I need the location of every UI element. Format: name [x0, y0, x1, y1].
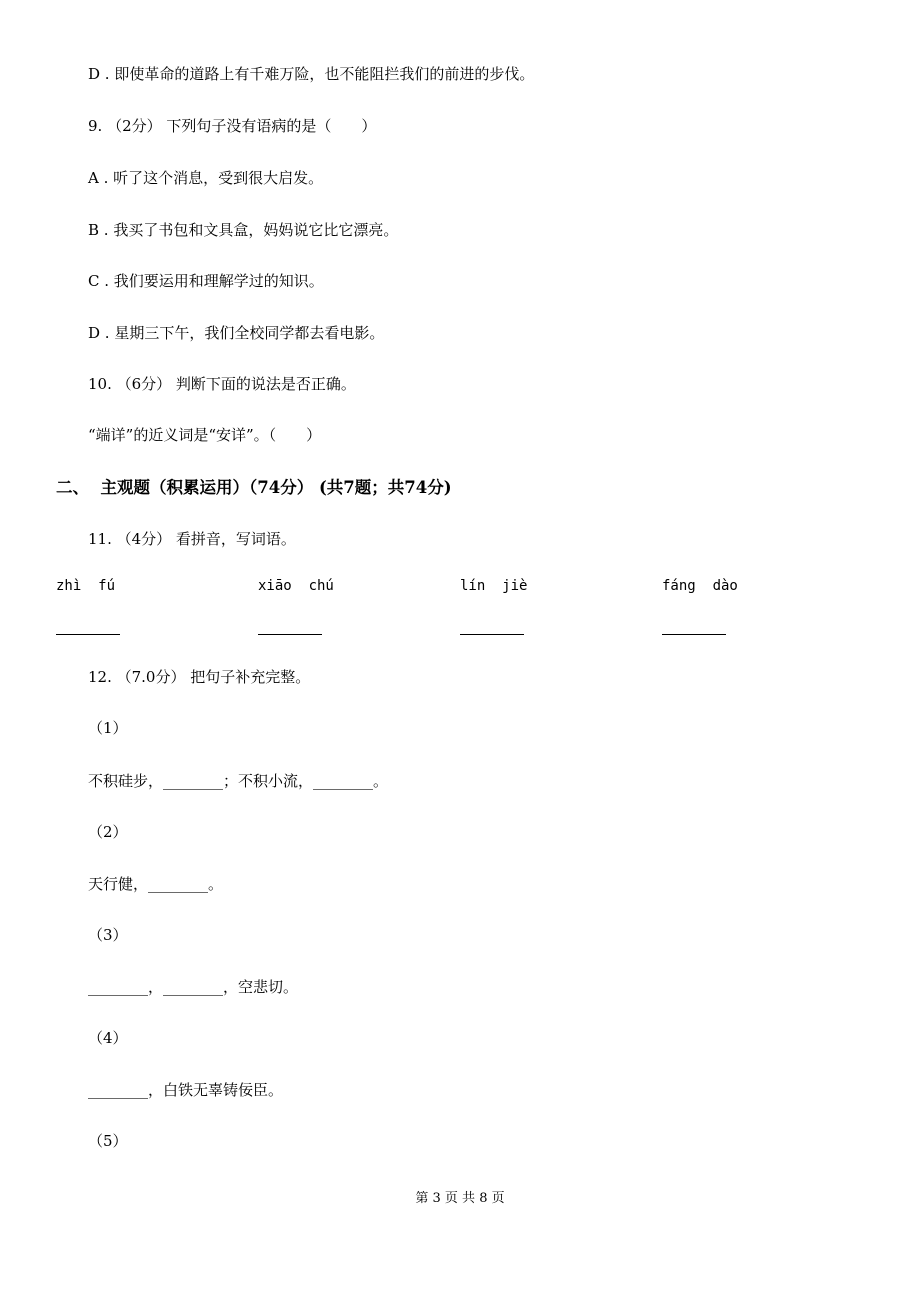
answer-blank-4[interactable] [662, 634, 726, 635]
pinyin-1: zhì fú [56, 578, 116, 594]
answer-blank-2[interactable] [258, 634, 322, 635]
q9-option-b: B . 我买了书包和文具盒，妈妈说它比它漂亮。 [88, 221, 399, 239]
page-footer: 第 3 页 共 8 页 [415, 1191, 505, 1206]
q12-part-text-1: 不积硅步，________；不积小流，________。 [88, 772, 389, 790]
q9-stem: 9. （2分） 下列句子没有语病的是（ ） [88, 117, 377, 135]
q12-stem: 12. （7.0分） 把句子补充完整。 [88, 668, 311, 686]
q9-option-c: C . 我们要运用和理解学过的知识。 [88, 272, 324, 290]
q12-part-text-3: ________，________，空悲切。 [88, 978, 299, 996]
q12-part-text-4: ________，白铁无辜铸佞臣。 [88, 1081, 284, 1099]
q10-stem: 10. （6分） 判断下面的说法是否正确。 [88, 375, 356, 393]
q9-option-a: A . 听了这个消息，受到很大启发。 [88, 169, 324, 187]
pinyin-2: xiāo chú [258, 578, 334, 594]
q10-statement: “端详”的近义词是“安详”。（ ） [88, 426, 322, 444]
pinyin-3: lín jiè [460, 578, 528, 594]
q11-stem: 11. （4分） 看拼音，写词语。 [88, 530, 296, 548]
answer-blank-3[interactable] [460, 634, 524, 635]
q12-part-label-4: （4） [88, 1029, 128, 1047]
q12-part-label-2: （2） [88, 823, 128, 841]
q12-part-text-2: 天行健，________。 [88, 875, 224, 893]
q12-part-label-3: （3） [88, 926, 128, 944]
q8-option-d: D . 即使革命的道路上有千难万险，也不能阻拦我们的前进的步伐。 [88, 65, 535, 83]
section-heading: 二、 主观题（积累运用）（74分） (共7题；共74分) [56, 478, 452, 497]
answer-blank-1[interactable] [56, 634, 120, 635]
q12-part-label-1: （1） [88, 719, 128, 737]
pinyin-4: fáng dào [662, 578, 738, 594]
q12-part-label-5: （5） [88, 1132, 128, 1150]
q9-option-d: D . 星期三下午，我们全校同学都去看电影。 [88, 324, 385, 342]
